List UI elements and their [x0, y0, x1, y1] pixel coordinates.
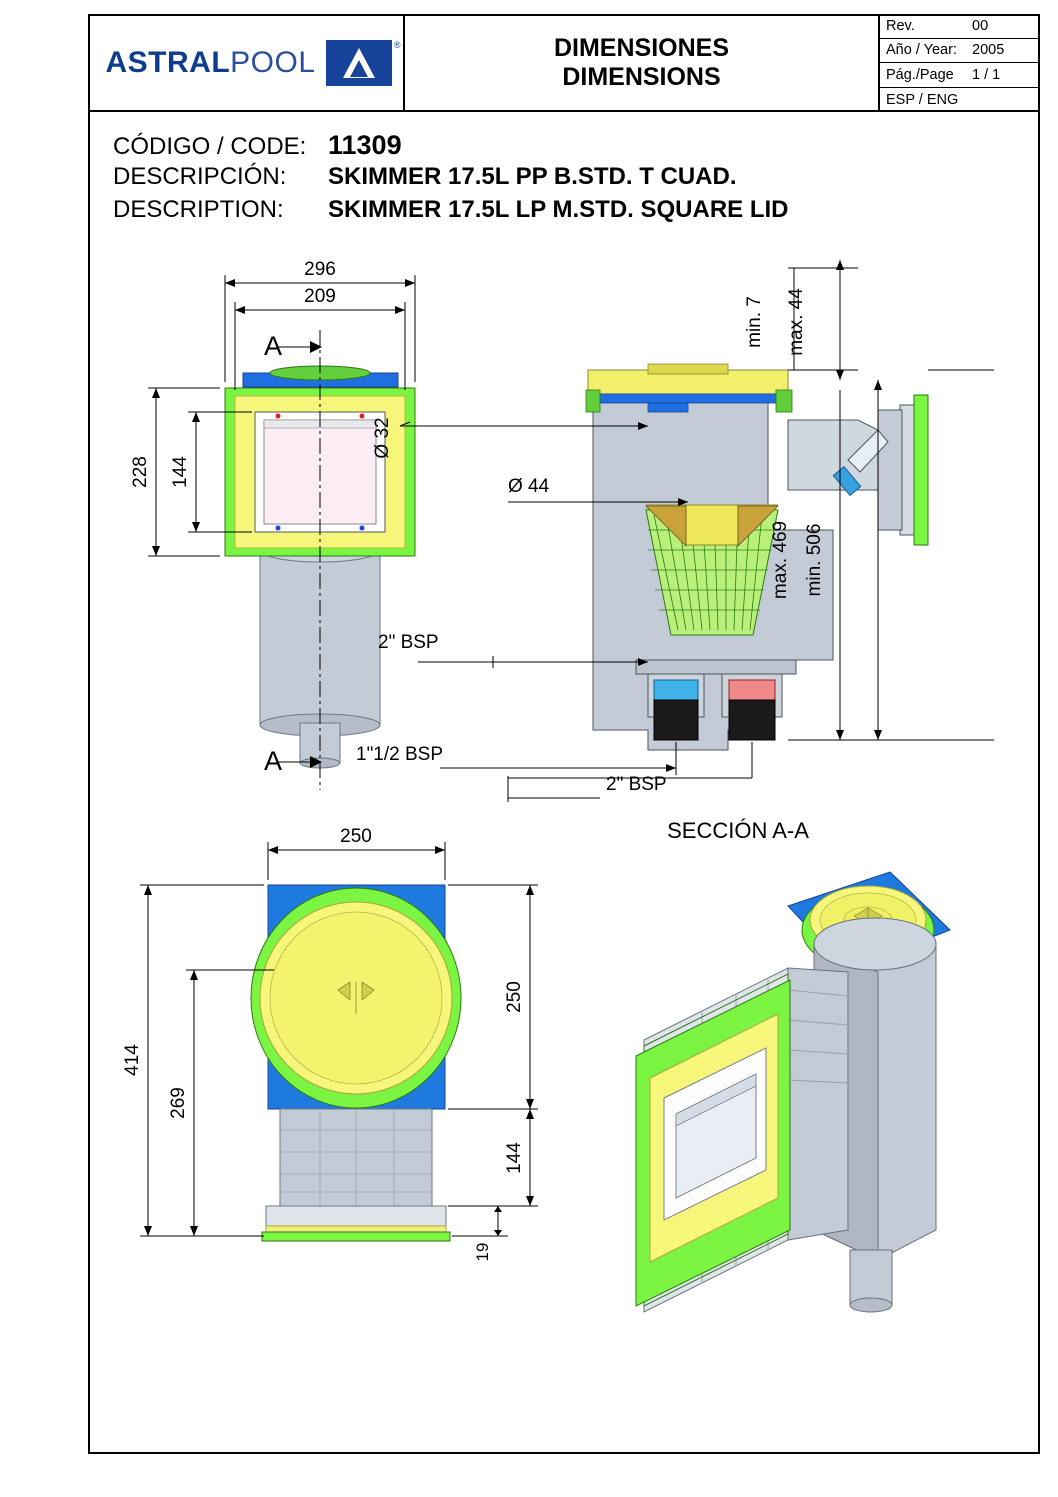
dim-19: 19	[473, 1242, 492, 1262]
page-label: Pág./Page	[886, 66, 954, 83]
language-label: ESP / ENG	[886, 91, 959, 108]
dim-min-506: min. 506	[804, 523, 825, 597]
top-view	[122, 826, 538, 1261]
dim-144-bottom: 144	[504, 1142, 525, 1174]
dim-min-7: min. 7	[744, 296, 765, 348]
description-en-row	[113, 196, 913, 229]
section-letter-bottom: A	[264, 746, 283, 776]
section-caption: SECCIÓN A-A	[667, 818, 809, 843]
section-letter-top: A	[264, 331, 283, 361]
dim-414: 414	[122, 1044, 143, 1076]
revision-label: Rev.	[886, 17, 915, 34]
dim-max-44: max. 44	[786, 288, 807, 356]
isometric-view	[636, 872, 950, 1312]
thread-1half-bsp: 1"1/2 BSP	[356, 744, 444, 765]
dim-250-height: 250	[504, 981, 525, 1013]
dim-diameter-44: Ø 44	[508, 476, 550, 497]
page-value: 1 / 1	[972, 66, 1001, 83]
sheet-title-es: DIMENSIONES	[553, 33, 730, 62]
dim-144: 144	[170, 456, 191, 488]
sheet-title-en: DIMENSIONS	[562, 63, 721, 91]
code-row	[113, 130, 913, 163]
code-value: 11309	[328, 130, 402, 160]
logo-text: ASTRALPOOL	[105, 46, 316, 79]
code-label: CÓDIGO / CODE:	[113, 133, 307, 160]
year-value: 2005	[972, 42, 1005, 59]
dim-250-width: 250	[340, 826, 372, 847]
dim-diameter-32: Ø 32	[372, 417, 393, 459]
drawing-canvas	[88, 230, 1040, 1454]
thread-2bsp-left: 2" BSP	[378, 632, 439, 653]
description-es-value: SKIMMER 17.5L PP B.STD. T CUAD.	[328, 163, 737, 190]
brand-logo-cell	[88, 14, 405, 112]
dim-269: 269	[168, 1087, 189, 1119]
drawing-svg	[88, 230, 1040, 1454]
dim-228: 228	[130, 456, 151, 488]
revision-block	[880, 14, 1040, 112]
language-row	[880, 88, 1040, 113]
sheet-title	[405, 14, 880, 112]
title-block	[88, 14, 1040, 112]
description-es-label: DESCRIPCIÓN:	[113, 163, 287, 190]
astral-triangle-icon	[326, 40, 392, 86]
dim-max-469: max. 469	[770, 520, 791, 600]
section-view	[356, 260, 994, 843]
year-label: Año / Year:	[886, 42, 957, 59]
description-en-value: SKIMMER 17.5L LP M.STD. SQUARE LID	[328, 196, 789, 223]
page-row	[880, 63, 1040, 88]
revision-value: 00	[972, 17, 989, 34]
front-view	[130, 259, 415, 790]
description-en-label: DESCRIPTION:	[113, 196, 284, 223]
revision-row	[880, 14, 1040, 39]
astralpool-logo	[100, 40, 401, 86]
dim-209: 209	[304, 286, 336, 307]
product-info	[113, 130, 913, 229]
registered-mark: ®	[393, 40, 401, 50]
dim-296: 296	[304, 259, 336, 280]
description-es-row	[113, 163, 913, 196]
thread-2bsp-bottom: 2" BSP	[606, 774, 667, 795]
year-row	[880, 39, 1040, 64]
